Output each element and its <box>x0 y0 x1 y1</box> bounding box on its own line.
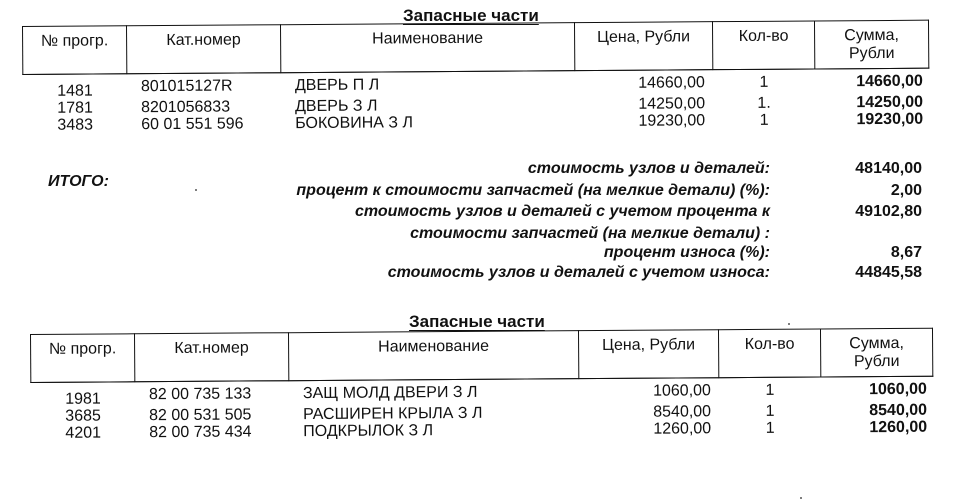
cell-program-number: 4201 <box>65 424 102 442</box>
itogo-label: ИТОГО: <box>48 173 109 190</box>
cell-program-number: 1481 <box>57 82 93 100</box>
header-quantity: Кол-во <box>718 329 820 378</box>
header-program-number: № прогр. <box>23 26 127 75</box>
totals-line-label: стоимость узлов и деталей с учетом износа: <box>387 264 770 281</box>
header-price: Цена, Рубли <box>574 22 712 71</box>
header-catalog-number: Кат.номер <box>135 333 289 382</box>
header-sum: Сумма, Рубли <box>814 20 928 69</box>
cell-quantity: 1 <box>765 381 775 399</box>
cell-price: 14250,00 <box>638 95 706 113</box>
totals-line-value: 8,67 <box>890 244 922 261</box>
header-name: Наименование <box>288 331 578 381</box>
cell-sum: 1060,00 <box>869 380 927 399</box>
cell-sum: 1260,00 <box>869 418 928 437</box>
cell-program-number: 1981 <box>65 390 101 408</box>
cell-sum: 8540,00 <box>869 401 928 420</box>
cell-name: ДВЕРЬ З Л <box>295 97 378 116</box>
cell-program-number: 1781 <box>57 99 93 117</box>
scan-speck <box>800 497 802 499</box>
cell-price: 1260,00 <box>653 420 712 438</box>
cell-catalog-number: 60 01 551 596 <box>141 115 244 134</box>
section1-title: Запасные части <box>403 6 539 25</box>
cell-quantity: 1 <box>765 402 775 420</box>
cell-catalog-number: 8201056833 <box>141 98 231 117</box>
cell-price: 19230,00 <box>638 112 706 130</box>
cell-name: РАСШИРЕН КРЫЛА З Л <box>303 404 483 424</box>
header-price: Цена, Рубли <box>578 330 718 379</box>
totals-line-value: 49102,80 <box>855 203 922 220</box>
cell-catalog-number: 801015127R <box>140 77 233 96</box>
scan-speck <box>195 189 197 191</box>
table-header-row <box>31 328 933 382</box>
cell-quantity: 1. <box>757 94 771 112</box>
cell-program-number: 3685 <box>65 407 101 425</box>
header-program-number: № прогр. <box>31 334 135 383</box>
header-sum: Сумма, Рубли <box>820 328 932 377</box>
cell-sum: 19230,00 <box>856 110 924 129</box>
totals-line-value: 48140,00 <box>855 160 922 177</box>
totals-line-value: 2,00 <box>890 182 922 199</box>
totals-line-label: процент к стоимости запчастей (на мелкие детали) (%): <box>296 182 770 199</box>
cell-catalog-number: 82 00 735 434 <box>149 423 252 442</box>
cell-name: ЗАЩ МОЛД ДВЕРИ З Л <box>302 383 478 403</box>
cell-sum: 14660,00 <box>856 72 923 91</box>
header-name: Наименование <box>280 23 574 73</box>
cell-name: БОКОВИНА З Л <box>295 114 414 133</box>
cell-name: ПОДКРЫЛОК З Л <box>303 422 434 441</box>
section2-title: Запасные части <box>409 312 545 331</box>
totals-line-label: стоимость узлов и деталей с учетом процента к <box>354 203 770 220</box>
cell-price: 1060,00 <box>653 382 711 400</box>
cell-price: 14660,00 <box>638 74 705 92</box>
scan-speck <box>788 323 790 325</box>
cell-name: ДВЕРЬ П Л <box>294 76 380 95</box>
cell-quantity: 1 <box>765 419 775 437</box>
cell-quantity: 1 <box>759 111 769 129</box>
header-catalog-number: Кат.номер <box>127 25 281 74</box>
totals-line-label: процент износа (%): <box>603 244 770 261</box>
cell-program-number: 3483 <box>57 116 94 134</box>
totals-line-label: стоимости запчастей (на мелкие детали) : <box>410 225 770 242</box>
cell-quantity: 1 <box>759 73 769 91</box>
cell-catalog-number: 82 00 735 133 <box>148 385 252 404</box>
cell-catalog-number: 82 00 531 505 <box>149 406 252 425</box>
cell-sum: 14250,00 <box>856 93 924 112</box>
totals-line-value: 44845,58 <box>855 264 922 281</box>
header-quantity: Кол-во <box>712 21 814 70</box>
totals-line-label: стоимость узлов и деталей: <box>527 160 770 177</box>
parts-table-2 <box>30 328 934 442</box>
cell-price: 8540,00 <box>653 403 712 421</box>
